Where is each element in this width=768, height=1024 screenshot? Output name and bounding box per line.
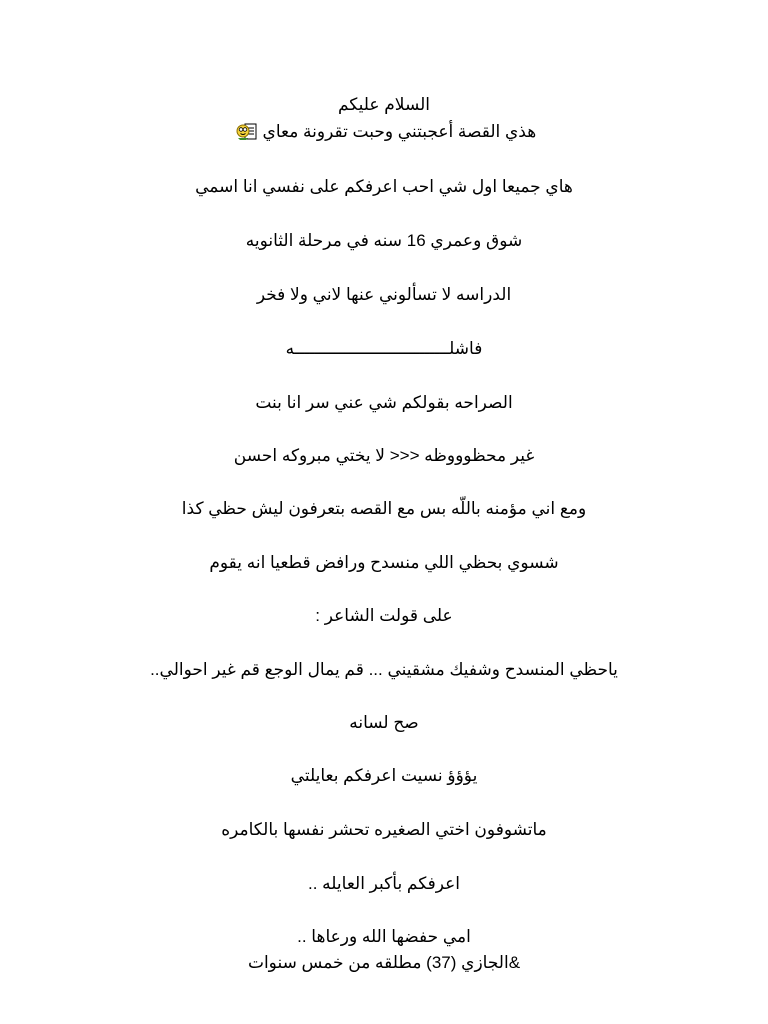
text-line-17: امي حفضها الله ورعاها .. [297,927,471,946]
text-line-12: ياحظي المنسدح وشفيك مشقيني ... قم يمال الوجع قم غير احوالي.. [150,660,618,679]
reading-emoji-icon [236,121,258,141]
text-line-1: السلام عليكم [337,95,431,114]
text-line-11: على قولت الشاعر : [315,606,453,625]
text-line-2 [0,121,768,143]
text-line-18: &الجازي (37) مطلقه من خمس سنوات [247,953,521,972]
text-line-6: فاشلـــــــــــــــــــــــــــــــه [285,339,483,358]
text-line-14: يؤؤؤ نسيت اعرفكم بعايلتي [290,766,478,785]
text-line-10: شسوي بحظي اللي منسدح ورافض قطعيا انه يقوم [209,553,559,572]
text-line-7: الصراحه بقولكم شي عني سر انا بنت [255,393,513,412]
text-line-3: هاي جميعا اول شي احب اعرفكم على نفسي انا اسمي [195,177,573,196]
text-line-4: شوق وعمري 16 سنه في مرحلة الثانويه [245,231,523,250]
text-line-9: ومع اني مؤمنه باللّه بس مع القصه بتعرفون ليش حظي كذا [181,499,587,518]
text-line-15: ماتشوفون اختي الصغيره تحشر نفسها بالكامره [221,820,547,839]
text-line-2-label: هذي القصة أعجبتني وحبت تقرونة معاي [262,122,537,141]
text-line-8: غير محظوووظه <<< لا يختي مبروكه احسن [233,446,535,465]
text-line-13: صح لسانه [349,713,419,732]
text-line-5: الدراسه لا تسألوني عنها لاني ولا فخر [256,285,512,304]
text-line-16: اعرفكم بأكبر العايله .. [308,874,460,893]
